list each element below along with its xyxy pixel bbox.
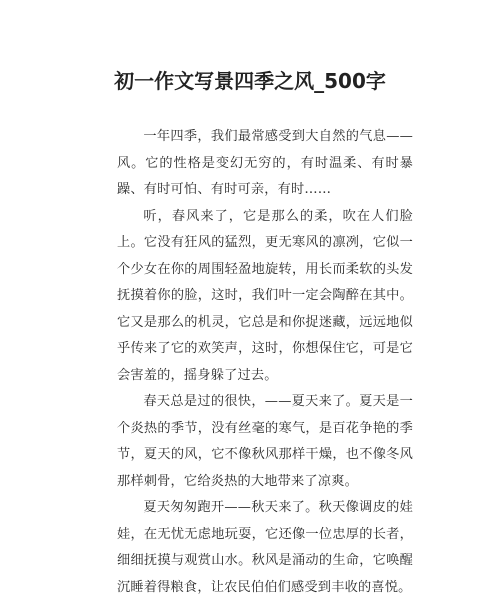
paragraph-spring: 听，春风来了，它是那么的柔，吹在人们脸上。它没有狂风的猛烈，更无寒风的凛冽，它似一个少女在你的周围轻盈地旋转，用长而柔软的头发抚摸着你的脸，这时，我们叶一定会陶醉在其中。它又是那么的机灵，它总是和你捉迷藏，远远地似乎传来了它的欢笑声，这时，你想保住它，可是它会害羞的，摇身躲了过去。 bbox=[117, 208, 413, 383]
paragraph-summer: 春天总是过的很快，——夏天来了。夏天是一个炎热的季节，没有丝毫的寒气，是百花争艳的季节，夏天的风，它不像秋风那样干燥，也不像冬风那样刺骨，它给炎热的大地带来了凉爽。 bbox=[117, 394, 413, 489]
document-body bbox=[117, 124, 413, 601]
paragraph-autumn: 夏天匆匆跑开——秋天来了。秋天像调皮的娃娃，在无忧无虑地玩耍，它还像一位忠厚的长者，细细抚摸与观赏山水。秋风是涌动的生命，它唤醒沉睡着得粮食，让农民伯伯们感受到丰收的喜悦。 bbox=[117, 500, 413, 595]
paragraph-intro: 一年四季，我们最常感受到大自然的气息——风。它的性格是变幻无穷的，有时温柔、有时暴躁、有时可怕、有时可亲，有时…… bbox=[117, 129, 413, 197]
document-title: 初一作文写景四季之风_500字 bbox=[114, 69, 386, 93]
